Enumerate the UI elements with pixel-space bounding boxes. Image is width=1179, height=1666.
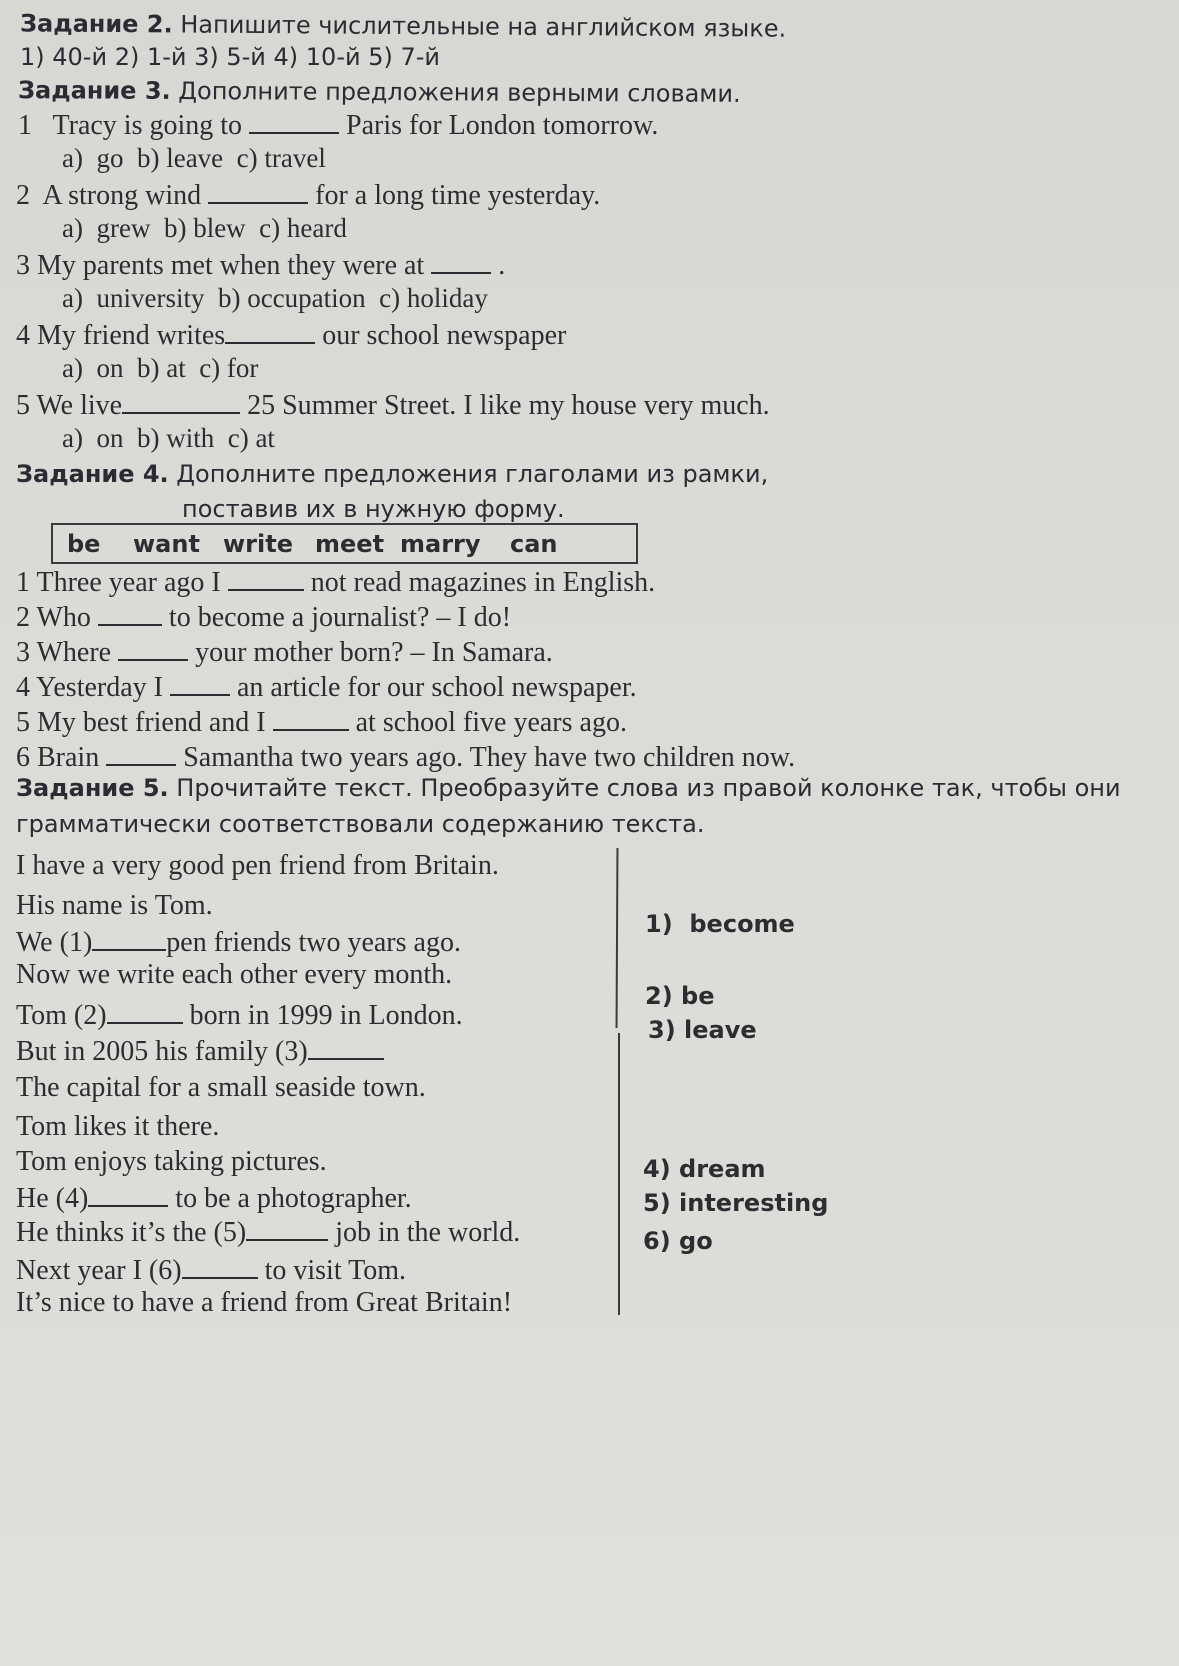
- task3-options-5: a) on b) with c) at: [62, 423, 275, 453]
- task2-items: 1) 40-й 2) 1-й 3) 5-й 4) 10-й 5) 7-й: [20, 43, 440, 71]
- task3-question-3: 3 My parents met when they were at .: [16, 250, 506, 281]
- task3-options-4: a) on b) at c) for: [62, 353, 259, 383]
- task5-text-line-11: He thinks it’s the (5) job in the world.: [16, 1217, 521, 1248]
- task5-text-line-1: I have a very good pen friend from Britain.: [16, 850, 499, 881]
- answer-blank[interactable]: [246, 1217, 328, 1241]
- verb-marry: marry: [400, 530, 481, 558]
- answer-blank[interactable]: [431, 250, 491, 274]
- answer-blank[interactable]: [98, 602, 162, 626]
- answer-blank[interactable]: [228, 567, 304, 591]
- task4-sentence-4: 4 Yesterday I an article for our school newspaper.: [16, 672, 637, 703]
- task5-text-line-7: The capital for a small seaside town.: [16, 1072, 426, 1103]
- task5-text-line-8: Tom likes it there.: [16, 1111, 220, 1142]
- task3-options-2: a) grew b) blew c) heard: [62, 213, 347, 243]
- word-4: 4) dream: [643, 1155, 766, 1183]
- verb-be: be: [67, 530, 101, 558]
- word-2: 2) be: [645, 982, 715, 1010]
- task5-heading: Задание 5. Прочитайте текст. Преобразуйте слова из правой колонке так, чтобы они: [16, 774, 1121, 802]
- task3-question-2: 2 A strong wind for a long time yesterday.: [16, 180, 601, 211]
- task5-heading-line2: грамматически соответствовали содержанию текста.: [16, 810, 705, 838]
- answer-blank[interactable]: [170, 672, 230, 696]
- task3-question-1: 1 Tracy is going to Paris for London tomorrow.: [18, 110, 659, 141]
- task3-heading: Задание 3. Дополните предложения верными словами.: [17, 76, 741, 108]
- word-3: 3) leave: [648, 1016, 757, 1044]
- verb-want: want: [133, 530, 200, 558]
- word-6: 6) go: [643, 1227, 713, 1255]
- task5-text-line-2: His name is Tom.: [16, 890, 213, 921]
- answer-blank[interactable]: [273, 707, 349, 731]
- task5-text-line-13: It’s nice to have a friend from Great Britain!: [16, 1287, 513, 1318]
- task4-sentence-3: 3 Where your mother born? – In Samara.: [16, 637, 553, 668]
- answer-blank[interactable]: [88, 1183, 168, 1207]
- task2-heading: Задание 2. Напишите числительные на английском языке.: [19, 9, 787, 43]
- task5-text-line-4: Now we write each other every month.: [16, 959, 453, 990]
- task5-text-line-10: He (4) to be a photographer.: [16, 1183, 412, 1214]
- answer-blank[interactable]: [106, 742, 176, 766]
- task5-text-line-6: But in 2005 his family (3): [16, 1036, 384, 1066]
- column-divider: [616, 848, 619, 1028]
- answer-blank[interactable]: [107, 1000, 183, 1024]
- column-divider: [618, 1033, 620, 1315]
- answer-blank[interactable]: [225, 320, 315, 344]
- task4-heading-line2: поставив их в нужную форму.: [182, 495, 565, 523]
- answer-blank[interactable]: [182, 1255, 258, 1279]
- verb-write: write: [223, 530, 293, 558]
- task4-heading: Задание 4. Дополните предложения глаголами из рамки,: [16, 460, 769, 488]
- task3-options-3: a) university b) occupation c) holiday: [62, 283, 488, 313]
- answer-blank[interactable]: [92, 927, 166, 951]
- word-5: 5) interesting: [643, 1189, 829, 1217]
- verb-meet: meet: [315, 530, 385, 558]
- task4-sentence-5: 5 My best friend and I at school five years ago.: [16, 707, 627, 738]
- answer-blank[interactable]: [308, 1036, 384, 1060]
- task3-options-1: a) go b) leave c) travel: [62, 143, 326, 173]
- task5-text-line-3: We (1) pen friends two years ago.: [16, 927, 461, 958]
- task5-text-line-12: Next year I (6) to visit Tom.: [16, 1255, 407, 1286]
- task3-question-4: 4 My friend writes our school newspaper: [16, 320, 567, 351]
- task4-sentence-2: 2 Who to become a journalist? – I do!: [16, 602, 512, 633]
- verb-can: can: [510, 530, 558, 558]
- answer-blank[interactable]: [249, 110, 339, 134]
- task4-sentence-6: 6 Brain Samantha two years ago. They have two children now.: [16, 742, 796, 773]
- task4-sentence-1: 1 Three year ago I not read magazines in English.: [16, 567, 656, 598]
- answer-blank[interactable]: [122, 390, 240, 414]
- verb-box: [51, 523, 638, 564]
- task5-text-line-5: Tom (2) born in 1999 in London.: [16, 1000, 463, 1031]
- word-1: 1) become: [645, 910, 795, 938]
- task5-text-line-9: Tom enjoys taking pictures.: [16, 1146, 327, 1177]
- answer-blank[interactable]: [208, 180, 308, 204]
- answer-blank[interactable]: [118, 637, 188, 661]
- task3-question-5: 5 We live 25 Summer Street. I like my house very much.: [16, 390, 770, 421]
